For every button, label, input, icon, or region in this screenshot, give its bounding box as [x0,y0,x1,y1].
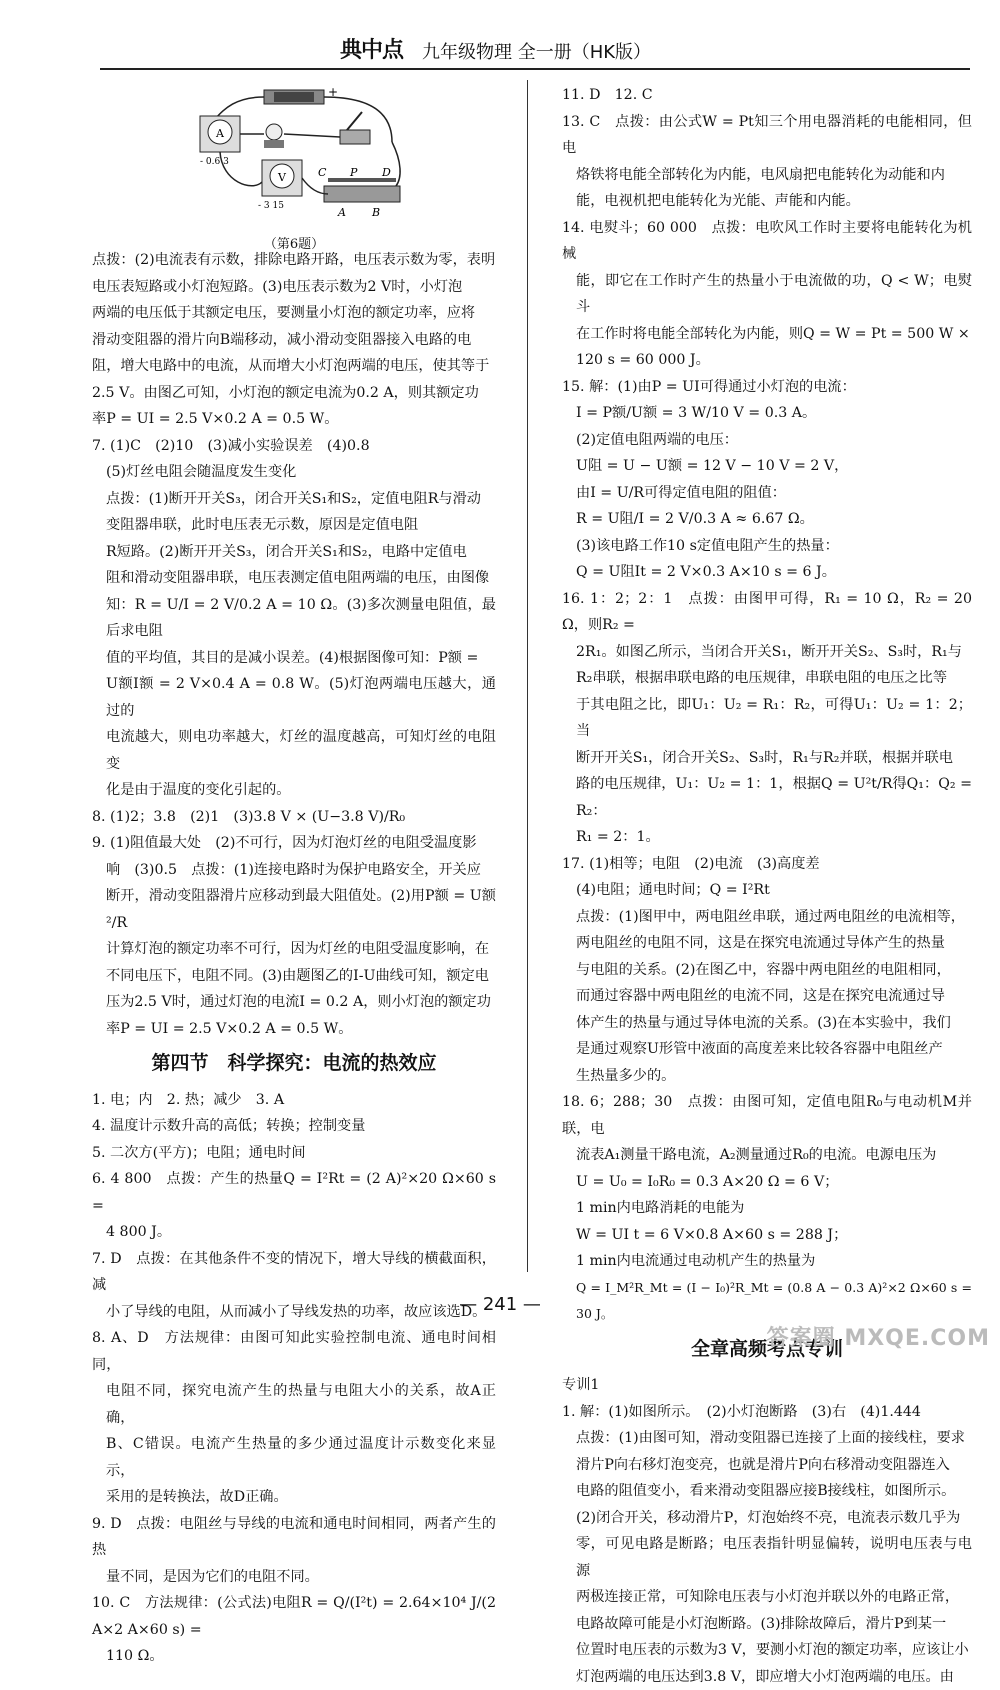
text-line: 两端的电压低于其额定电压，要测量小灯泡的额定功率，应将 [92,300,496,327]
text-line: 电路故障可能是小灯泡断路。(3)排除故障后，滑片P到某一 [562,1611,972,1638]
q8-answer: 8. (1)2；3.8 (2)1 (3)3.8 V × (U−3.8 V)/R₀ [92,804,496,831]
text-line: 2.5 V。由图乙可知，小灯泡的额定电流为0.2 A，则其额定功 [92,380,496,407]
special-training [562,1372,972,1690]
text-line: 压为2.5 V时，通过灯泡的电流I = 0.2 A，则小灯泡的额定功 [92,989,496,1016]
text-line: 7. D 点拨：在其他条件不变的情况下，增大导线的横截面积，减 [92,1246,496,1299]
text-line: 11. D 12. C [562,82,972,109]
section4-answers [92,1087,496,1670]
text-line: 14. 电熨斗；60 000 点拨：电吹风工作时主要将电能转化为机械 [562,215,972,268]
ammeter-range: - 0.6 3 [200,157,229,167]
text-line: 烙铁将电能全部转化为内能，电风扇把电能转化为动能和内 [562,162,972,189]
text-line: 采用的是转换法，故D正确。 [92,1484,496,1511]
right-column [562,82,972,1690]
text-line: Q = I_M²R_Mt = (I − I₀)²R_Mt = (0.8 A − 0.3 A)²×2 Ω×60 s = 30 J。 [562,1275,972,1328]
text-line: 110 Ω。 [92,1643,496,1670]
text-line: 17. (1)相等；电阻 (2)电流 (3)高度差 [562,851,972,878]
terminal-d: D [381,166,391,179]
text-line: Q = U阻It = 2 V×0.3 A×10 s = 6 J。 [562,559,972,586]
column-divider [527,80,528,1272]
text-line: 化是由于温度的变化引起的。 [92,777,496,804]
page-number: — 241 — [0,1292,1000,1319]
text-line: 在工作时将电能全部转化为内能，则Q = W = Pt = 500 W × [562,321,972,348]
text-line: 13. C 点拨：由公式W = Pt知三个用电器消耗的电能相同，但电 [562,109,972,162]
text-line: 滑动变阻器的滑片向B端移动，减小滑动变阻器接入电路的电 [92,327,496,354]
text-line: 电阻不同，探究电流产生的热量与电阻大小的关系，故A正确， [92,1378,496,1431]
q11-16-answers [562,82,972,851]
circuit-figure [92,82,496,247]
text-line: U额I额 = 2 V×0.4 A = 0.8 W。(5)灯泡两端电压越大，通过的 [92,671,496,724]
text-line: (4)电阻；通电时间；Q = I²Rt [562,877,972,904]
text-line: 计算灯泡的额定功率不可行，因为灯丝的电阻受温度影响，在 [92,936,496,963]
text-line: 120 s = 60 000 J。 [562,347,972,374]
text-line: 专训1 [562,1372,972,1399]
terminal-c: C [318,166,327,179]
text-line: 能，即它在工作时产生的热量小于电流做的功，Q < W；电熨斗 [562,268,972,321]
text-line: 响 (3)0.5 点拨：(1)连接电路时为保护电路安全，开关应 [92,857,496,884]
text-line: 是通过观察U形管中液面的高度差来比较各容器中电阻丝产 [562,1036,972,1063]
text-line: I = P额/U额 = 3 W/10 V = 0.3 A。 [562,400,972,427]
brand-logo: 典中点 [340,38,403,65]
text-line: 点拨：(1)图甲中，两电阻丝串联，通过两电阻丝的电流相等， [562,904,972,931]
text-line: 8. A、D 方法规律：由图可知此实验控制电流、通电时间相同， [92,1325,496,1378]
text-line: 点拨：(1)由图可知，滑动变阻器已连接了上面的接线柱，要求 [562,1425,972,1452]
text-line: 1 min内电路消耗的电能为 [562,1195,972,1222]
text-line: 值的平均值，其目的是减小误差。(4)根据图像可知：P额 = [92,645,496,672]
text-line: 两电阻丝的电阻不同，这是在探究电流通过导体产生的热量 [562,930,972,957]
q17-answer [562,851,972,1090]
text-line: 滑片P向右移灯泡变亮，也就是滑片P向右移滑动变阻器连入 [562,1452,972,1479]
q7-answer [92,433,496,804]
text-line: 16. 1：2；2：1 点拨：由图甲可得，R₁ = 10 Ω，R₂ = 20 Ω，则R₂ = [562,586,972,639]
text-line: 由I = U/R可得定值电阻的阻值： [562,480,972,507]
terminal-b: B [371,206,380,219]
plus-label: + [328,85,338,99]
text-line: 6. 4 800 点拨：产生的热量Q = I²Rt = (2 A)²×20 Ω×60 s = [92,1166,496,1219]
text-line: (3)该电路工作10 s定值电阻产生的热量： [562,533,972,560]
text-line: 变阻器串联，此时电压表无示数，原因是定值电阻 [92,512,496,539]
text-line: (2)定值电阻两端的电压： [562,427,972,454]
text-line: (5)灯丝电阻会随温度发生变化 [92,459,496,486]
text-line: 流表A₁测量干路电流，A₂测量通过R₀的电流。电源电压为 [562,1142,972,1169]
text-line: 而通过容器中两电阻丝的电流不同，这是在探究电流通过导 [562,983,972,1010]
text-line: 零，可见电路是断路；电压表指针明显偏转，说明电压表与电源 [562,1531,972,1584]
figure-caption: （第6题） [92,232,496,259]
text-line: 5. 二次方(平方)；电阻；通电时间 [92,1140,496,1167]
text-line: 率P = UI = 2.5 V×0.2 A = 0.5 W。 [92,1016,496,1043]
text-line: 1. 解：(1)如图所示。 (2)小灯泡断路 (3)右 (4)1.444 [562,1399,972,1426]
q6-explanation [92,247,496,433]
text-line: 阻，增大电路中的电流，从而增大小灯泡两端的电压，使其等于 [92,353,496,380]
text-line: 知：R = U/I = 2 V/0.2 A = 10 Ω。(3)多次测量电阻值，最后求电阻 [92,592,496,645]
text-line: 电压表短路或小灯泡短路。(3)电压表示数为2 V时，小灯泡 [92,274,496,301]
slider-p: P [349,166,358,179]
text-line: 1. 电；内 2. 热；减少 3. A [92,1087,496,1114]
text-line: 9. (1)阻值最大处 (2)不可行，因为灯泡灯丝的电阻受温度影 [92,830,496,857]
text-line: 量不同，是因为它们的电阻不同。 [92,1564,496,1591]
book-title: 九年级物理 全一册（HK版） [422,40,651,67]
text-line: 4 800 J。 [92,1219,496,1246]
text-line: 电路的阻值变小，看来滑动变阻器应接B接线柱，如图所示。 [562,1478,972,1505]
terminal-a: A [337,206,346,219]
text-line: 与电阻的关系。(2)在图乙中，容器中两电阻丝的电阻相同， [562,957,972,984]
text-line: U阻 = U − U额 = 12 V − 10 V = 2 V， [562,453,972,480]
circuit-diagram [92,82,496,222]
text-line: 18. 6；288；30 点拨：由图可知，定值电阻R₀与电动机M并联，电 [562,1089,972,1142]
text-line: 点拨：(1)断开开关S₃，闭合开关S₁和S₂，定值电阻R与滑动 [92,486,496,513]
text-line: 两极连接正常，可知除电压表与小灯泡并联以外的电路正常， [562,1584,972,1611]
voltmeter-label: V [277,171,287,184]
text-line: 于其电阻之比，即U₁：U₂ = R₁：R₂，可得U₁：U₂ = 1：2；当 [562,692,972,745]
text-line: 2R₁。如图乙所示，当闭合开关S₁，断开开关S₂、S₃时，R₁与 [562,639,972,666]
text-line: 能，电视机把电能转化为光能、声能和内能。 [562,188,972,215]
text-line: U = U₀ = I₀R₀ = 0.3 A×20 Ω = 6 V； [562,1169,972,1196]
chapter-title: 全章高频考点专训 [562,1336,972,1363]
text-line: 小了导线的电阻，从而减小了导线发热的功率，故应该选D。 [92,1299,496,1326]
text-line: 4. 温度计示数升高的高低；转换；控制变量 [92,1113,496,1140]
text-line: 电流越大，则电功率越大，灯丝的温度越高，可知灯丝的电阻变 [92,724,496,777]
text-line: 断开开关S₁，闭合开关S₂、S₃时，R₁与R₂并联，根据并联电 [562,745,972,772]
text-line: 率P = UI = 2.5 V×0.2 A = 0.5 W。 [92,406,496,433]
page-header [100,38,970,70]
text-line: R₁ = 2：1。 [562,824,972,851]
text-line: R₂串联，根据串联电路的电压规律，串联电阻的电压之比等 [562,665,972,692]
text-line: 体产生的热量与通过导体电流的关系。(3)在本实验中，我们 [562,1010,972,1037]
text-line: 阻和滑动变阻器串联，电压表测定值电阻两端的电压，由图像 [92,565,496,592]
watermark: 答案圈 MXQE.COM [767,1326,990,1353]
text-line: 7. (1)C (2)10 (3)减小实验误差 (4)0.8 [92,433,496,460]
text-line: B、C错误。电流产生热量的多少通过温度计示数变化来显示， [92,1431,496,1484]
q9-answer [92,830,496,1042]
text-line: 点拨：(2)电流表有示数，排除电路开路，电压表示数为零，表明 [92,247,496,274]
left-column [92,82,496,1670]
text-line: 15. 解：(1)由P = UI可得通过小灯泡的电流： [562,374,972,401]
voltmeter-range: - 3 15 [258,201,284,211]
text-line: 9. D 点拨：电阻丝与导线的电流和通电时间相同，两者产生的热 [92,1511,496,1564]
text-line: 断开，滑动变阻器滑片应移动到最大阻值处。(2)用P额 = U额²/R [92,883,496,936]
text-line: 灯泡两端的电压达到3.8 V，即应增大小灯泡两端的电压。由 [562,1664,972,1690]
text-line: W = UI t = 6 V×0.8 A×60 s = 288 J； [562,1222,972,1249]
text-line: R短路。(2)断开开关S₃，闭合开关S₁和S₂，电路中定值电 [92,539,496,566]
text-line: 10. C 方法规律：(公式法)电阻R = Q/(I²t) = 2.64×10⁴ J/(2 A×2 A×60 s) = [92,1590,496,1643]
text-line: 1 min内电流通过电动机产生的热量为 [562,1248,972,1275]
text-line: R = U阻/I = 2 V/0.3 A ≈ 6.67 Ω。 [562,506,972,533]
text-line: 位置时电压表的示数为3 V，要测小灯泡的额定功率，应该让小 [562,1637,972,1664]
section-title: 第四节 科学探究：电流的热效应 [92,1050,496,1077]
text-line: (2)闭合开关，移动滑片P，灯泡始终不亮，电流表示数几乎为 [562,1505,972,1532]
text-line: 不同电压下，电阻不同。(3)由题图乙的I-U曲线可知，额定电 [92,963,496,990]
text-line: 路的电压规律，U₁：U₂ = 1：1，根据Q = U²t/R得Q₁：Q₂ = R₂： [562,771,972,824]
ammeter-label: A [215,127,225,140]
text-line: 生热量多少的。 [562,1063,972,1090]
